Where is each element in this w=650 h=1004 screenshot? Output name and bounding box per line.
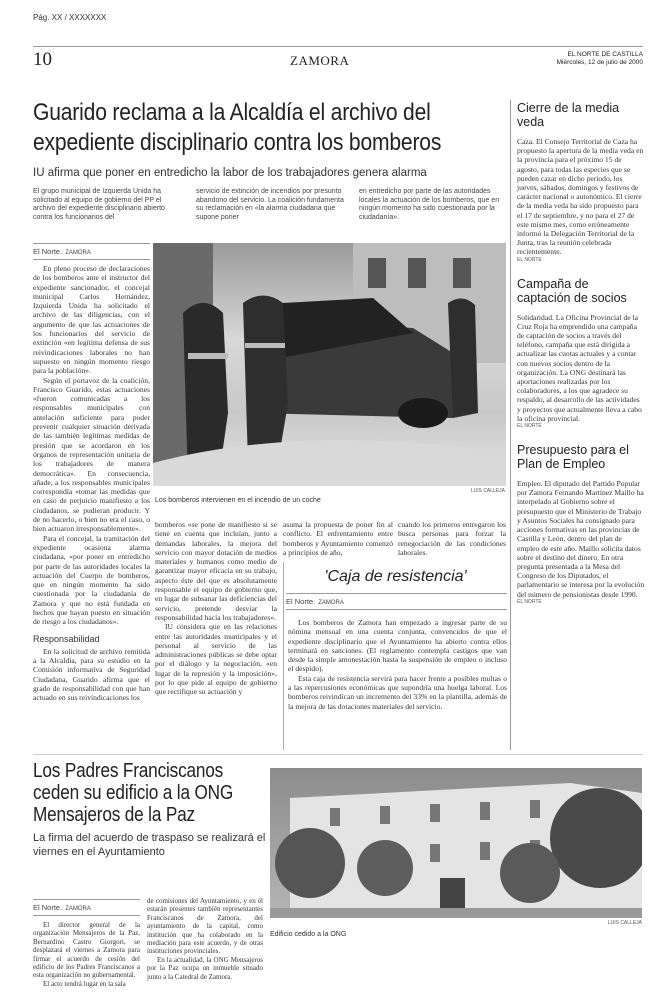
fire-photo (153, 243, 506, 486)
second-headline: Los Padres Franciscanos ceden su edificio a la ONG Mensajeros de la Paz (33, 760, 234, 826)
paragraph: El acto tendrá lugar en la sala (43, 979, 126, 988)
box-title: 'Caja de resistencia' (324, 568, 467, 585)
main-intro (33, 188, 508, 222)
brief-socios (517, 277, 645, 429)
byline-place: ZAMORA (318, 600, 344, 606)
brief-title: Cierre de la media veda (517, 101, 620, 129)
building-photo-credit: LUIS CALLEJA (607, 920, 642, 926)
page-reference: Pág. XX / XXXXXXX (33, 13, 107, 22)
issue-date: Miércoles, 12 de julio de 2000 (556, 59, 643, 66)
building-photo (270, 768, 642, 918)
firefighters-car-image (153, 243, 506, 486)
brief-title: Presupuesto para el Plan de Empleo (517, 443, 629, 472)
main-headline: Guarido reclama a la Alcaldía el archivo del expediente disciplinario contra los bomberos (33, 99, 442, 156)
paragraph: En la solicitud de archivo remitida a la Alcaldía, para su estudio en la Comisión informativa de Seguridad Ciudadana, Guarido afirma que el grado de responsabilidad con que han actuado en sus reivindicaciones los (33, 646, 150, 703)
paper-name: EL NORTE DE CASTILLA (567, 51, 643, 58)
paragraph: de comisiones del Ayuntamiento, y en él estarán presentes también representantes Franciscanos de Zamora, del ayuntamiento de la capital, como institución que ha colaborado en la mediación para este acuerdo, y de otras instituciones provinciales. (147, 897, 263, 956)
brief-text: Empleo. El diputado del Partido Popular por Zamora Fernando Martínez Maillo ha interpelado al Gobierno sobre el presupuesto que el Ministerio de Trabajo y Asuntos Sociales ha consignado para acciones formativas en las provincias de Castilla y León, dentro del plan de empleo de este año. Maillo solicita datos sobre el destino del dinero. En otra pregunta presentada a la Mesa del Congreso de los Diputados, el parlamentario se interesa por la evolución del número de pensionistas desde 1990. (517, 479, 645, 599)
box-byline (286, 593, 507, 610)
paragraph: Los bomberos de Zamora han empezado a ingresar parte de su nómina mensual en una cuenta conjunta, convencidos de que el expediente disciplinario que el Ayuntamiento ha abierto contra ellos terminará en sanciones. (El reglamento contempla castigos que van desde la simple amonestación hasta la suspensión de empleo o incluso el despido). (288, 618, 507, 674)
photo-caption: Los bomberos intervienen en el incendio de un coche (155, 497, 321, 504)
brief-signature: EL NORTE (517, 423, 542, 430)
building-photo-caption: Edificio cedido a la ONG (270, 931, 347, 938)
second-col-1 (33, 921, 140, 988)
paragraph: En la actualidad, la ONG Mensajeros por la Paz ocupa un inmueble situado junto a la Catedral de Zamora. (147, 955, 263, 981)
second-byline (33, 899, 140, 916)
section-title: ZAMORA (290, 53, 350, 68)
box-body (288, 618, 507, 711)
brief-text: Caza. El Consejo Territorial de Caza ha propuesto la apertura de la media veda en la provincia para el próximo 15 de agosto, para todas las especies que se pueden cazar en dicho periodo, los jueves, sábados, domingos y festivos de carácter nacional o autonómico. El cierre de la media veda ha sido propuesto para el 17 de septiembre, y no para el 27 de este mismo mes, como erróneamente informó la Delegación Territorial de la Junta, tras la reunión celebrada recientemente. (517, 137, 644, 257)
brief-text: Solidaridad. La Oficina Provincial de la Cruz Roja ha emprendido una campaña de captación de socios a través del teléfono, campaña que está dirigida a actualizar las cuotas actuales y a contar con nuevos socios dentro de la organización. La ONG destinará las aportaciones realizadas por los colaboradores, a los que agradece su respaldo, al desarrollo de las actividades y proyectos que actualmente lleva a cabo la oficina provincial. (517, 312, 642, 423)
paragraph: Según el portavoz de la coalición, Francisco Guarido, estas actuaciones «fueron comunicadas a los responsables municipales con antelación suficiente para poder prevenir cualquier situación derivada de las también legítimas medidas de presión que se acordaron en los órganos de representación unitaria de los trabajadores de manera democrática». En consecuencia, añade, a los responsables municipales correspondía «tomar las medidas que en caso de perjuicio manifiesto a los ciudadanos, se pudieran producir. Y de no hacerlo, o bien no era el caso, o bien actuaron irresponsablemente». (33, 375, 150, 534)
brief-title: Campaña de captación de socios (517, 276, 627, 305)
intro-col: El grupo municipal de Izquierda Unida ha solicitado al equipo de gobierno del PP el archivo del expediente disciplinario abierto contra los funcionarios del (33, 188, 165, 221)
brief-media-veda (517, 101, 645, 263)
franciscan-building-image (270, 768, 642, 918)
main-col-3: asuma la propuesta de poner fin al conflicto. El enfrentamiento entre bomberos y Ayuntamiento comenzó a principios de año, (283, 520, 393, 557)
main-deck: IU afirma que poner en entredicho la labor de los trabajadores genera alarma (33, 167, 427, 179)
byline-place: ZAMORA (65, 250, 91, 256)
paragraph: El director general de la organización Mensajeros de la Paz, Bernardino Castro Giorgori, se desplazará el viernes a Zamora para firmar el acuerdo de cesión del edificio de los Padres Franciscanos a esta organización no gubernamental. (33, 921, 140, 980)
second-col-2 (147, 897, 263, 981)
paragraph: bomberos «se pone de manifiesto si se tiene en cuenta que incluían, junto a demandas laborales, la mejora del servicio con mayor dotación de medios materiales y humanos como medio de garantizar mayor eficacia en su trabajo, aspecto éste del que es absolutamente responsable el equipo de gobierno que, en lugar de subsanar las deficiencias del servicio, pretende desviar la responsabilidad hacia los trabajadores». (155, 520, 277, 622)
main-col-2 (155, 520, 277, 697)
paragraph: IU considera que en las relaciones entre las autoridades municipales y el personal al servicio de las administraciones públicas se debe optar por el diálogo y la negociación, «en lugar de la represión y la imposición», por lo que pide al equipo de gobierno que rectifique su actuación y (155, 622, 277, 697)
main-top-block (33, 98, 508, 222)
intro-col: en entredicho por parte de las autoridades locales la actuación de los bomberos, que en ningún momento ha sido cuestionada por la ciudadanía». (359, 188, 500, 221)
byline-source: El Norte. (33, 903, 63, 912)
subhead: Responsabilidad (33, 633, 100, 644)
byline-source: El Norte. (33, 247, 63, 256)
resistance-box (283, 562, 507, 750)
second-top-block (33, 760, 268, 859)
brief-empleo (517, 443, 645, 605)
masthead-info (557, 51, 643, 67)
sidebar (517, 101, 645, 605)
section-divider (33, 754, 643, 755)
sidebar-rule (510, 100, 511, 750)
page-number: 10 (33, 49, 52, 70)
second-deck: La firma del acuerdo de traspaso se realizará el viernes en el Ayuntamiento (33, 832, 266, 858)
brief-signature: EL NORTE (517, 598, 542, 605)
paragraph: En pleno proceso de declaraciones de los bomberos ante el instructor del expediente sancionador, el concejal municipal Carlos Hernández, Izquierda Unida ha solicitado el archivo de las diligencias, con el argumento de que las actuaciones de los funcionarios del servicio de extinción «en legítima defensa de sus reivindicaciones laborales no han supuesto en ningún momento riesgo para la población». (33, 264, 150, 376)
masthead-rule (33, 46, 643, 47)
main-col-4: cuando los primeros entregaron los busca personas para forzar la renegociación de las condiciones laborales. (398, 520, 506, 557)
brief-signature: EL NORTE (517, 256, 542, 263)
main-col-1 (33, 264, 150, 703)
paragraph: Esta caja de resistencia servirá para hacer frente a posibles multas o a las repercusiones económicas que supondría una huelga laboral. Los bomberos reivindican un incremento del 33% en la plantilla, además de la mejora de las dotaciones materiales del servicio. (288, 673, 507, 711)
byline-source: El Norte. (286, 597, 316, 606)
photo-credit: LUIS CALLEJA (470, 488, 505, 494)
main-byline (33, 243, 150, 260)
paragraph: Para el concejal, la tramitación del expediente ocasiona alarma ciudadana, «por poner en entredicho por parte de las autoridades locales la actuación del Cuerpo de bomberos, que en ningún momento ha sido cuestionada por la ciudadanía de Zamora y que no está fundada en hechos que hayan puesto en situación de riesgo a los ciudadanos». (33, 533, 150, 627)
byline-place: ZAMORA (65, 906, 91, 912)
intro-col: servicio de extinción de incendios por presunto abandono del servicio. La coalición fundamenta su reclamación en «la alarma ciudadana que supone poner (196, 188, 344, 221)
